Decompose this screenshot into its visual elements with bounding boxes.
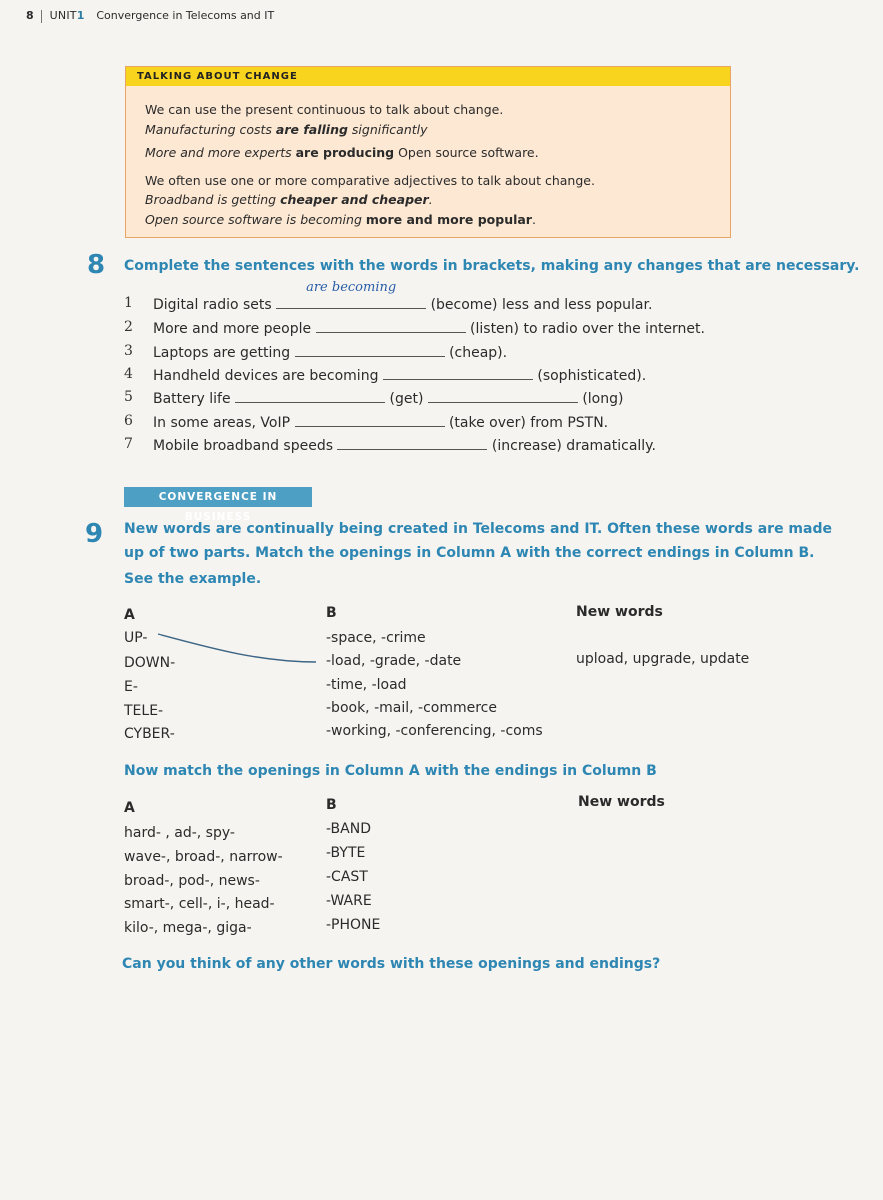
ending-item[interactable]: -PHONE <box>326 917 381 933</box>
ex-bold: more and more popular <box>365 212 532 227</box>
table2-column-b-header: B <box>326 797 337 813</box>
answer-blank[interactable] <box>337 435 487 450</box>
table1-column-b-header: B <box>326 605 337 621</box>
ex-text: significantly <box>347 122 428 137</box>
header-divider <box>41 10 42 23</box>
sentence-text: (become) less and less popular. <box>426 297 653 313</box>
ex-text: Open source software is becoming <box>145 212 366 227</box>
opening-item[interactable]: hard- , ad-, spy- <box>124 825 235 841</box>
exercise-9-subheading: Now match the openings in Column A with the endings in Column B <box>124 763 657 779</box>
sentence-text: (cheap). <box>444 345 508 361</box>
ex-text: . <box>531 212 536 227</box>
filled-answer: are becoming <box>306 280 397 295</box>
sentence-2 <box>153 318 705 337</box>
sentence-text: Battery life <box>153 391 236 407</box>
sentence-number: 2 <box>124 319 133 335</box>
ending-item[interactable]: -space, -crime <box>326 630 426 646</box>
table1-new-words-header: New words <box>576 604 663 620</box>
table2-column-a-header: A <box>124 800 135 816</box>
box-rule-2: We often use one or more comparative adjectives to talk about change. <box>145 173 595 188</box>
box-example-3 <box>145 192 433 207</box>
opening-item[interactable]: UP- <box>124 630 148 646</box>
ending-item[interactable]: -BYTE <box>326 845 366 861</box>
sentence-1 <box>153 280 653 313</box>
sentence-text: Handheld devices are becoming <box>153 368 383 384</box>
sentence-number: 5 <box>124 389 133 405</box>
ending-item[interactable]: -WARE <box>326 893 372 909</box>
opening-item[interactable]: TELE- <box>124 703 164 719</box>
sentence-number: 7 <box>124 436 133 452</box>
sentence-text: (long) <box>577 391 624 407</box>
unit-title: Convergence in Telecoms and IT <box>96 9 275 22</box>
sentence-text: In some areas, VoIP <box>153 415 295 431</box>
ex-bold: are falling <box>275 122 348 137</box>
sentence-text: (listen) to radio over the internet. <box>465 321 705 337</box>
sentence-4 <box>153 365 646 384</box>
ex-text: Broadband is getting <box>145 192 281 207</box>
answer-blank[interactable] <box>383 365 533 380</box>
table2-new-words-header: New words <box>578 794 665 810</box>
answer-blank[interactable] <box>295 342 445 357</box>
exercise-9-instruction-line-2: up of two parts. Match the openings in Column A with the correct endings in Column B. <box>124 545 815 561</box>
ex-bold: are producing <box>295 145 395 160</box>
opening-item[interactable]: E- <box>124 679 138 695</box>
ending-item[interactable]: -working, -conferencing, -coms <box>326 723 543 739</box>
box-example-1 <box>145 122 428 137</box>
opening-item[interactable]: kilo-, mega-, giga- <box>124 920 252 936</box>
section-tag: CONVERGENCE IN BUSINESS <box>124 487 312 507</box>
ending-item[interactable]: -BAND <box>326 821 371 837</box>
box-example-2 <box>145 145 539 160</box>
sentence-7 <box>153 435 656 454</box>
sentence-text: Laptops are getting <box>153 345 295 361</box>
ex-text: Open source software. <box>394 145 539 160</box>
sentence-text: (increase) dramatically. <box>487 438 656 454</box>
exercise-9-instruction-line-3: See the example. <box>124 571 262 587</box>
opening-item[interactable]: wave-, broad-, narrow- <box>124 849 283 865</box>
ending-item[interactable]: -time, -load <box>326 677 407 693</box>
ex-text: Manufacturing costs <box>145 122 276 137</box>
sentence-text: Mobile broadband speeds <box>153 438 338 454</box>
answer-blank[interactable] <box>428 388 578 403</box>
sentence-text: Digital radio sets <box>153 297 277 313</box>
ending-item[interactable]: -CAST <box>326 869 368 885</box>
exercise-8-instruction: Complete the sentences with the words in brackets, making any changes that are necessary. <box>124 258 860 274</box>
sentence-text: (sophisticated). <box>532 368 647 384</box>
example-new-words: upload, upgrade, update <box>576 651 750 667</box>
sentence-3 <box>153 342 507 361</box>
sentence-number: 1 <box>124 295 133 311</box>
sentence-text: (get) <box>385 391 428 407</box>
ending-item[interactable]: -load, -grade, -date <box>326 653 462 669</box>
answer-blank[interactable] <box>276 280 426 309</box>
unit-label: UNIT <box>49 9 77 22</box>
ex-bold: cheaper and cheaper <box>280 192 429 207</box>
sentence-text: More and more people <box>153 321 316 337</box>
talking-about-change-box <box>125 66 731 238</box>
answer-blank[interactable] <box>316 318 466 333</box>
box-title: TALKING ABOUT CHANGE <box>126 67 730 86</box>
table1-column-a-header: A <box>124 607 135 623</box>
unit-number: 1 <box>76 9 85 22</box>
answer-blank[interactable] <box>295 412 445 427</box>
final-question: Can you think of any other words with these openings and endings? <box>122 956 661 972</box>
sentence-number: 6 <box>124 413 133 429</box>
sentence-6 <box>153 412 608 431</box>
sentence-text: (take over) from PSTN. <box>444 415 609 431</box>
sentence-number: 4 <box>124 366 133 382</box>
opening-item[interactable]: CYBER- <box>124 726 175 742</box>
sentence-number: 3 <box>124 343 133 359</box>
box-rule-1: We can use the present continuous to talk about change. <box>145 102 504 117</box>
opening-item[interactable]: DOWN- <box>124 655 176 671</box>
opening-item[interactable]: broad-, pod-, news- <box>124 873 260 889</box>
sentence-5 <box>153 388 623 407</box>
box-example-4 <box>145 212 536 227</box>
example-match-line <box>150 628 325 668</box>
ending-item[interactable]: -book, -mail, -commerce <box>326 700 497 716</box>
page-number: 8 <box>26 9 34 22</box>
opening-item[interactable]: smart-, cell-, i-, head- <box>124 896 275 912</box>
exercise-9-number: 9 <box>85 519 104 549</box>
ex-text: More and more experts <box>145 145 296 160</box>
ex-text: . <box>428 192 433 207</box>
page-header <box>26 9 274 23</box>
exercise-8-number: 8 <box>87 250 106 280</box>
answer-blank[interactable] <box>235 388 385 403</box>
exercise-9-instruction-line-1: New words are continually being created in Telecoms and IT. Often these words are made <box>124 521 832 537</box>
